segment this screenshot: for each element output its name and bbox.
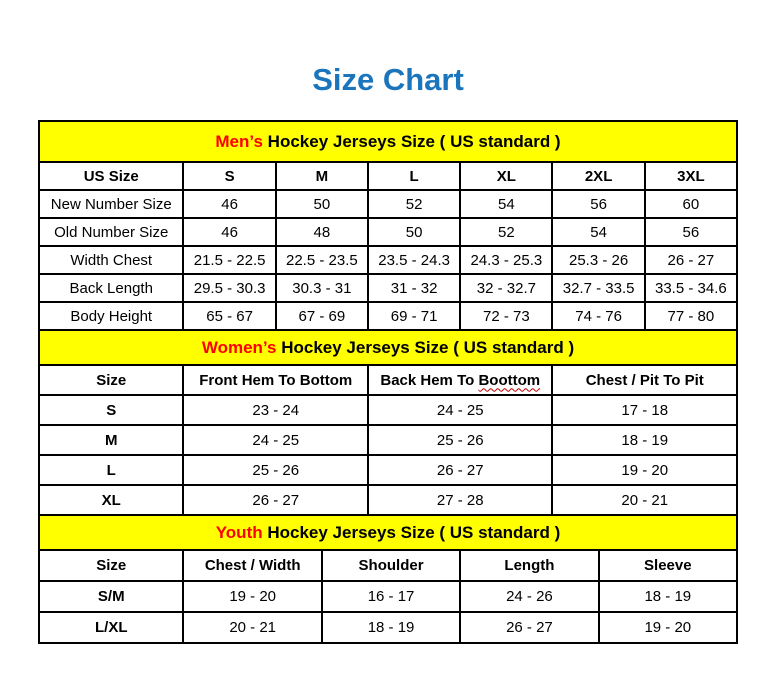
womens-value-cell: 19 - 20 (552, 455, 737, 485)
womens-column-header-misspelled-word: Boottom (478, 371, 541, 389)
youth-column-header: Size (39, 550, 183, 581)
youth-column-header: Chest / Width (183, 550, 321, 581)
mens-value-cell: 56 (552, 190, 644, 218)
mens-value-cell: 56 (645, 218, 737, 246)
womens-row-label: S (39, 395, 183, 425)
mens-value-cell: 54 (552, 218, 644, 246)
womens-table-row (39, 455, 737, 485)
mens-value-cell: 32 - 32.7 (460, 274, 552, 302)
mens-value-cell: 46 (183, 218, 275, 246)
mens-value-cell: 25.3 - 26 (552, 246, 644, 274)
womens-table-row (39, 485, 737, 515)
youth-value-cell: 26 - 27 (460, 612, 598, 643)
womens-column-header: Size (39, 365, 183, 395)
womens-row-label: L (39, 455, 183, 485)
mens-value-cell: 46 (183, 190, 275, 218)
mens-table-row (39, 274, 737, 302)
youth-value-cell: 24 - 26 (460, 581, 598, 612)
mens-row-label: Width Chest (39, 246, 183, 274)
youth-value-cell: 16 - 17 (322, 581, 460, 612)
womens-row-label: M (39, 425, 183, 455)
mens-value-cell: 23.5 - 24.3 (368, 246, 460, 274)
mens-value-cell: 50 (276, 190, 368, 218)
mens-value-cell: 50 (368, 218, 460, 246)
womens-table-row (39, 395, 737, 425)
womens-header-row (39, 365, 737, 395)
youth-table-row (39, 612, 737, 643)
womens-row-label: XL (39, 485, 183, 515)
mens-section-banner (39, 121, 737, 162)
womens-banner-highlight: Women’s (201, 337, 277, 357)
womens-value-cell: 20 - 21 (552, 485, 737, 515)
womens-size-table (38, 329, 738, 516)
youth-value-cell: 18 - 19 (322, 612, 460, 643)
youth-banner-highlight: Youth (215, 522, 263, 542)
mens-table-row (39, 218, 737, 246)
youth-column-header: Sleeve (599, 550, 737, 581)
mens-column-header: L (368, 162, 460, 190)
womens-column-header-text: Back Hem To (380, 371, 479, 389)
youth-section-banner (39, 515, 737, 550)
womens-banner-text: Hockey Jerseys Size ( US standard ) (281, 337, 575, 357)
page-title: Size Chart (312, 62, 464, 97)
youth-value-cell: 19 - 20 (183, 581, 321, 612)
womens-value-cell: 23 - 24 (183, 395, 368, 425)
youth-column-header: Length (460, 550, 598, 581)
womens-column-header (368, 365, 553, 395)
womens-value-cell: 26 - 27 (368, 455, 553, 485)
mens-value-cell: 69 - 71 (368, 302, 460, 330)
youth-size-table (38, 514, 738, 644)
mens-value-cell: 60 (645, 190, 737, 218)
mens-header-row (39, 162, 737, 190)
mens-row-label: Body Height (39, 302, 183, 330)
mens-value-cell: 22.5 - 23.5 (276, 246, 368, 274)
mens-value-cell: 67 - 69 (276, 302, 368, 330)
youth-table-row (39, 581, 737, 612)
mens-banner-text: Hockey Jerseys Size ( US standard ) (267, 131, 561, 151)
mens-row-label: Back Length (39, 274, 183, 302)
youth-column-header: Shoulder (322, 550, 460, 581)
mens-value-cell: 21.5 - 22.5 (183, 246, 275, 274)
youth-value-cell: 19 - 20 (599, 612, 737, 643)
mens-banner-highlight: Men’s (215, 131, 263, 151)
youth-value-cell: 20 - 21 (183, 612, 321, 643)
mens-column-header: US Size (39, 162, 183, 190)
womens-column-header: Front Hem To Bottom (183, 365, 368, 395)
mens-value-cell: 52 (368, 190, 460, 218)
mens-value-cell: 29.5 - 30.3 (183, 274, 275, 302)
mens-value-cell: 30.3 - 31 (276, 274, 368, 302)
womens-table-row (39, 425, 737, 455)
womens-value-cell: 27 - 28 (368, 485, 553, 515)
mens-value-cell: 31 - 32 (368, 274, 460, 302)
mens-table-row (39, 190, 737, 218)
mens-value-cell: 24.3 - 25.3 (460, 246, 552, 274)
mens-column-header: 3XL (645, 162, 737, 190)
mens-value-cell: 77 - 80 (645, 302, 737, 330)
womens-value-cell: 26 - 27 (183, 485, 368, 515)
youth-row-label: S/M (39, 581, 183, 612)
womens-value-cell: 18 - 19 (552, 425, 737, 455)
mens-column-header: S (183, 162, 275, 190)
mens-value-cell: 65 - 67 (183, 302, 275, 330)
womens-section-banner (39, 330, 737, 365)
mens-column-header: M (276, 162, 368, 190)
womens-value-cell: 17 - 18 (552, 395, 737, 425)
womens-value-cell: 25 - 26 (183, 455, 368, 485)
womens-value-cell: 25 - 26 (368, 425, 553, 455)
mens-value-cell: 52 (460, 218, 552, 246)
mens-value-cell: 72 - 73 (460, 302, 552, 330)
womens-value-cell: 24 - 25 (183, 425, 368, 455)
mens-column-header: XL (460, 162, 552, 190)
mens-value-cell: 33.5 - 34.6 (645, 274, 737, 302)
mens-row-label: Old Number Size (39, 218, 183, 246)
mens-value-cell: 48 (276, 218, 368, 246)
mens-value-cell: 74 - 76 (552, 302, 644, 330)
mens-table-row (39, 302, 737, 330)
youth-header-row (39, 550, 737, 581)
mens-column-header: 2XL (552, 162, 644, 190)
womens-column-header: Chest / Pit To Pit (552, 365, 737, 395)
mens-size-table (38, 120, 738, 331)
youth-banner-text: Hockey Jerseys Size ( US standard ) (267, 522, 561, 542)
mens-value-cell: 32.7 - 33.5 (552, 274, 644, 302)
youth-row-label: L/XL (39, 612, 183, 643)
womens-value-cell: 24 - 25 (368, 395, 553, 425)
mens-table-row (39, 246, 737, 274)
mens-row-label: New Number Size (39, 190, 183, 218)
mens-value-cell: 54 (460, 190, 552, 218)
mens-value-cell: 26 - 27 (645, 246, 737, 274)
size-tables (38, 120, 738, 644)
youth-value-cell: 18 - 19 (599, 581, 737, 612)
